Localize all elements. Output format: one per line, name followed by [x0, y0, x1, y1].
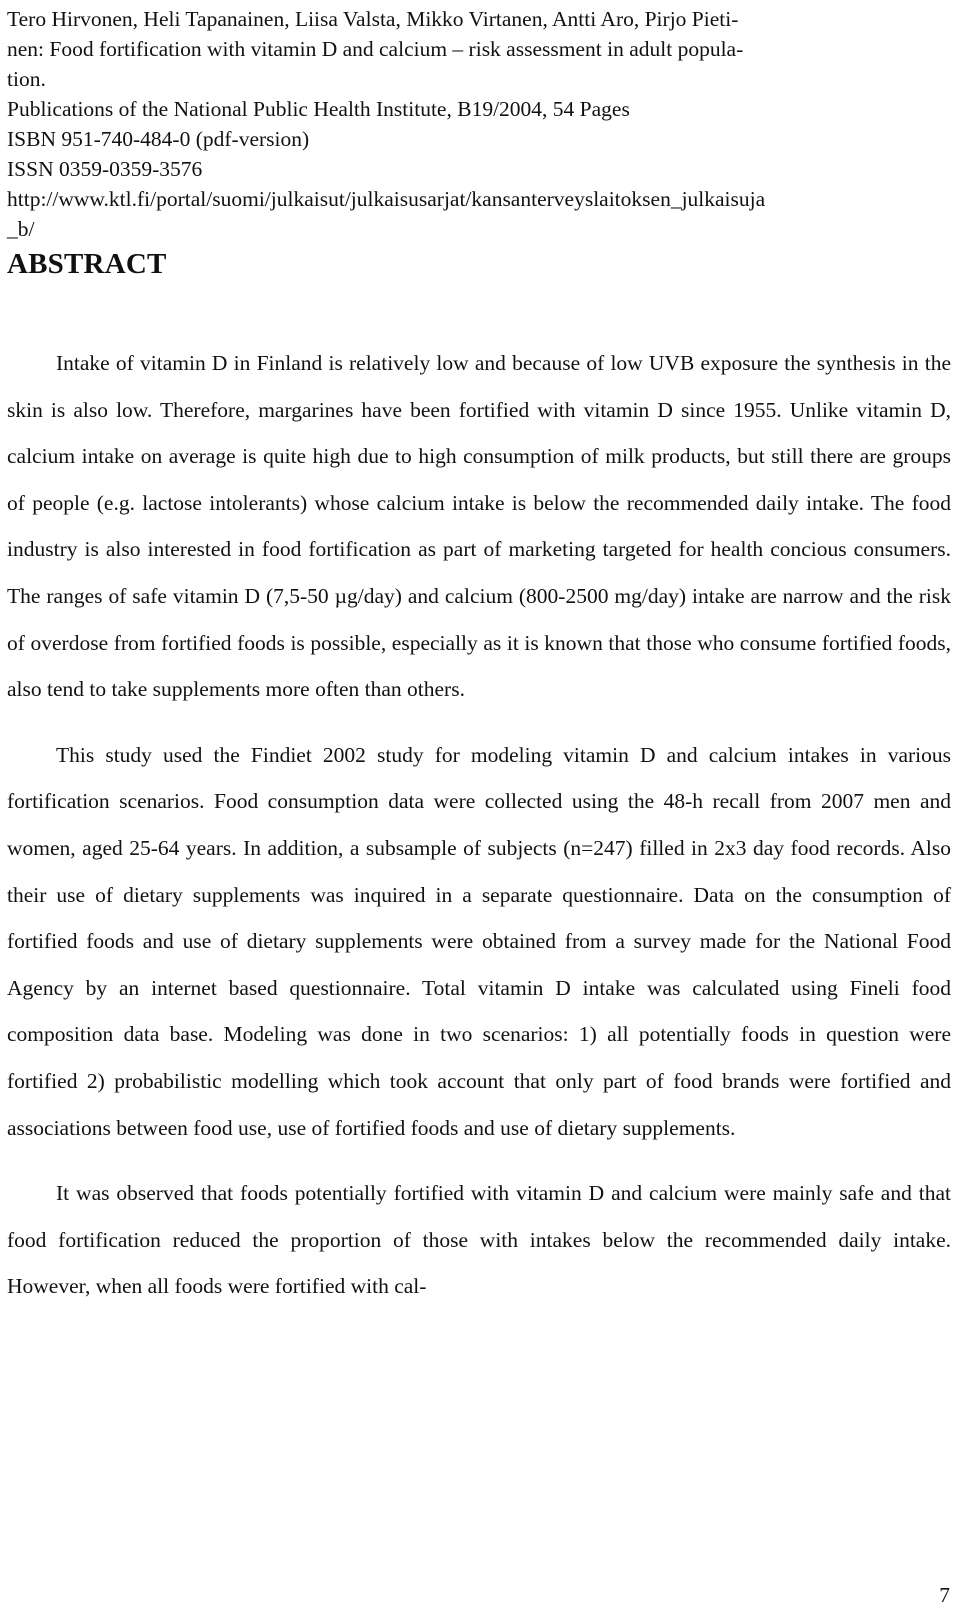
publication-series: Publications of the National Public Health Institute, B19/2004, 54 Pages — [7, 97, 630, 121]
abstract-body — [7, 340, 951, 1310]
abstract-paragraph-1: Intake of vitamin D in Finland is relatively low and because of low UVB exposure the synthesis in the skin is also low. Therefore, margarines have been fortified with vitamin D since 1955. Unlike vitamin D, calcium intake on average is quite high due to high consumption of milk products, but still there are groups of people (e.g. lactose intolerants) whose calcium intake is below the recommended daily intake. The food industry is also interested in food fortification as part of marketing targeted for health concious consumers. The ranges of safe vitamin D (7,5-50 µg/day) and calcium (800-2500 mg/day) intake are narrow and the risk of overdose from fortified foods is possible, especially as it is known that those who consume fortified foods, also tend to take supplements more often than others. — [7, 351, 951, 702]
citation-authors-line-3: tion. — [7, 67, 46, 91]
abstract-paragraph-3: It was observed that foods potentially fortified with vitamin D and calcium were mainly safe and that food fortification reduced the proportion of those with intakes below the recommended daily intake. However, when all foods were fortified with cal- — [7, 1181, 951, 1299]
page-number: 7 — [939, 1583, 950, 1607]
citation-authors-line-2: nen: Food fortification with vitamin D and calcium – risk assessment in adult popula- — [7, 37, 744, 61]
abstract-paragraph-2: This study used the Findiet 2002 study for modeling vitamin D and calcium intakes in various fortification scenarios. Food consumption data were collected using the 48-h recall from 2007 men and women, aged 25-64 years. In addition, a subsample of subjects (n=247) filled in 2x3 day food records. Also their use of dietary supplements was inquired in a separate questionnaire. Data on the consumption of fortified foods and use of dietary supplements were obtained from a survey made for the National Food Agency by an internet based questionnaire. Total vitamin D intake was calculated using Fineli food composition data base. Modeling was done in two scenarios: 1) all potentially foods in question were fortified 2) probabilistic modelling which took account that only part of food brands were fortified and associations between food use, use of fortified foods and use of dietary supplements. — [7, 742, 951, 1140]
citation-header — [7, 4, 951, 244]
citation-authors-line-1: Tero Hirvonen, Heli Tapanainen, Liisa Valsta, Mikko Virtanen, Antti Aro, Pirjo Pieti- — [7, 7, 739, 31]
abstract-heading: ABSTRACT — [7, 248, 167, 280]
issn: ISSN 0359-0359-3576 — [7, 157, 203, 181]
url-line-1: http://www.ktl.fi/portal/suomi/julkaisut/julkaisusarjat/kansanterveyslaitoksen_julkaisuja — [7, 187, 766, 211]
isbn: ISBN 951-740-484-0 (pdf-version) — [7, 127, 310, 151]
url-line-2: _b/ — [7, 217, 35, 241]
